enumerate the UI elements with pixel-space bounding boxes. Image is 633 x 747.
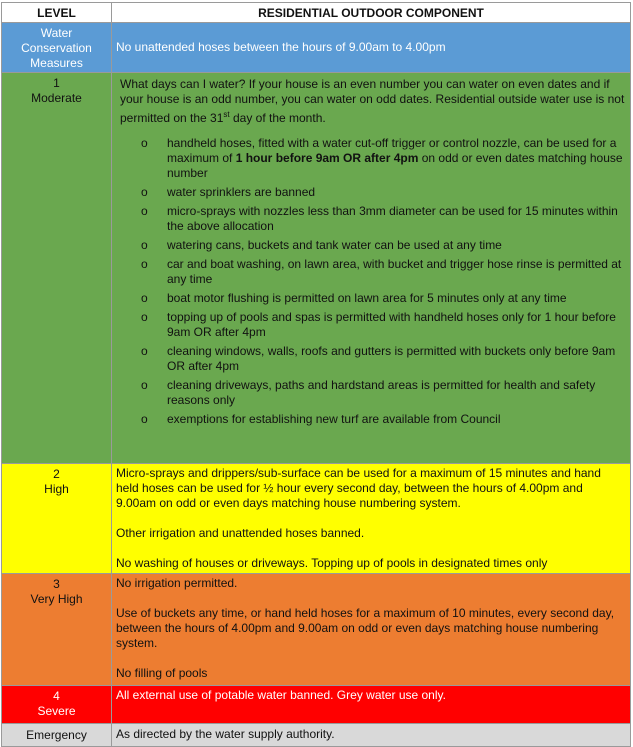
level-name: Severe bbox=[37, 704, 76, 718]
component-column-header: RESIDENTIAL OUTDOOR COMPONENT bbox=[112, 3, 631, 23]
level-label-line: Measures bbox=[30, 56, 83, 70]
list-item bbox=[120, 257, 626, 287]
intro-text-end: day of the month. bbox=[229, 111, 326, 125]
bullet-icon: o bbox=[141, 310, 148, 324]
level-number: 2 bbox=[53, 467, 60, 481]
bullet-icon: o bbox=[141, 185, 148, 199]
list-item bbox=[120, 238, 626, 253]
rule-text-end: on odd or even dates matching house number bbox=[167, 151, 623, 180]
level-name: Moderate bbox=[31, 91, 82, 105]
ordinal-suffix: st bbox=[223, 110, 230, 119]
level-label-line: Water bbox=[40, 26, 73, 40]
rule-text: cleaning driveways, paths and hardstand areas is permitted for health and safety reasons only bbox=[167, 378, 596, 407]
description-cell-emergency: As directed by the water supply authority. bbox=[112, 724, 631, 747]
list-item bbox=[120, 378, 626, 408]
description-cell-high bbox=[112, 464, 631, 574]
description-cell-moderate bbox=[112, 73, 631, 464]
intro-text: What days can I water? If your house is an even number you can water on even dates and if your house is an odd number, you can water on odd dates. Residential outside water use is not permitted on the 31 bbox=[120, 77, 625, 125]
rule-emphasis: 1 hour before 9am OR after 4pm bbox=[235, 151, 419, 165]
level-number: 3 bbox=[53, 577, 60, 591]
rule-text: boat motor flushing is permitted on lawn area for 5 minutes only at any time bbox=[167, 291, 567, 305]
high-paragraph: Micro-sprays and drippers/sub-surface can be used for a maximum of 15 minutes and hand held hoses can be used for ½ hour every second day, between the hours of 4.00pm and 9.00am on odd or even days matching house numbering system. bbox=[116, 466, 601, 510]
level-cell-high bbox=[2, 464, 112, 574]
level-cell-severe bbox=[2, 686, 112, 724]
list-item bbox=[120, 310, 626, 340]
table-row-very-high bbox=[2, 574, 631, 686]
moderate-rules-list bbox=[120, 136, 626, 427]
high-paragraph: No washing of houses or driveways. Topping up of pools in designated times only bbox=[116, 556, 548, 570]
level-cell-moderate bbox=[2, 73, 112, 464]
list-item bbox=[120, 291, 626, 306]
bullet-icon: o bbox=[141, 257, 148, 271]
rule-text: handheld hoses, fitted with a water cut-off trigger or control nozzle, can be used for a maximum of bbox=[167, 136, 617, 165]
moderate-intro-paragraph bbox=[120, 77, 626, 126]
high-paragraph: Other irrigation and unattended hoses banned. bbox=[116, 526, 365, 540]
description-cell-severe: All external use of potable water banned. Grey water use only. bbox=[112, 686, 631, 724]
bullet-icon: o bbox=[141, 136, 148, 150]
level-cell-very-high bbox=[2, 574, 112, 686]
bullet-icon: o bbox=[141, 291, 148, 305]
rule-text: exemptions for establishing new turf are available from Council bbox=[167, 412, 501, 426]
description-cell-very-high bbox=[112, 574, 631, 686]
level-number: 4 bbox=[53, 689, 60, 703]
table-row-moderate bbox=[2, 73, 631, 464]
bullet-icon: o bbox=[141, 412, 148, 426]
list-item bbox=[120, 344, 626, 374]
table-row-severe bbox=[2, 686, 631, 724]
level-name: Very High bbox=[30, 592, 83, 606]
very-high-paragraph: Use of buckets any time, or hand held hoses for a maximum of 10 minutes, every second day, between the hours of 4.00pm and 9.00am on odd or even days matching house numbering system. bbox=[116, 606, 615, 650]
level-number: 1 bbox=[53, 76, 60, 90]
table-row-high bbox=[2, 464, 631, 574]
list-item bbox=[120, 412, 626, 427]
level-label-line: Conservation bbox=[21, 41, 92, 55]
bullet-icon: o bbox=[141, 238, 148, 252]
rule-text: watering cans, buckets and tank water can be used at any time bbox=[167, 238, 502, 252]
list-item bbox=[120, 204, 626, 234]
level-cell-emergency: Emergency bbox=[2, 724, 112, 747]
water-restrictions-table bbox=[1, 2, 631, 747]
rule-text: topping up of pools and spas is permitted with handheld hoses only for 1 hour before 9am OR after 4pm bbox=[167, 310, 616, 339]
table-row-water-conservation bbox=[2, 23, 631, 73]
level-column-header: LEVEL bbox=[2, 3, 112, 23]
rule-text: car and boat washing, on lawn area, with bucket and trigger hose rinse is permitted at any time bbox=[167, 257, 622, 286]
list-item bbox=[120, 136, 626, 181]
bullet-icon: o bbox=[141, 204, 148, 218]
very-high-paragraph: No filling of pools bbox=[116, 666, 208, 680]
table-row-emergency bbox=[2, 724, 631, 747]
rule-text: micro-sprays with nozzles less than 3mm diameter can be used for 15 minutes within the above allocation bbox=[167, 204, 618, 233]
bullet-icon: o bbox=[141, 378, 148, 392]
list-item bbox=[120, 185, 626, 200]
rule-text: cleaning windows, walls, roofs and gutters is permitted with buckets only before 9am OR after 4pm bbox=[167, 344, 616, 373]
level-cell-water-conservation bbox=[2, 23, 112, 73]
bullet-icon: o bbox=[141, 344, 148, 358]
level-name: High bbox=[44, 482, 69, 496]
very-high-paragraph: No irrigation permitted. bbox=[116, 576, 238, 590]
description-cell-water-conservation: No unattended hoses between the hours of 9.00am to 4.00pm bbox=[112, 23, 631, 73]
table-header-row bbox=[2, 3, 631, 23]
rule-text: water sprinklers are banned bbox=[167, 185, 316, 199]
